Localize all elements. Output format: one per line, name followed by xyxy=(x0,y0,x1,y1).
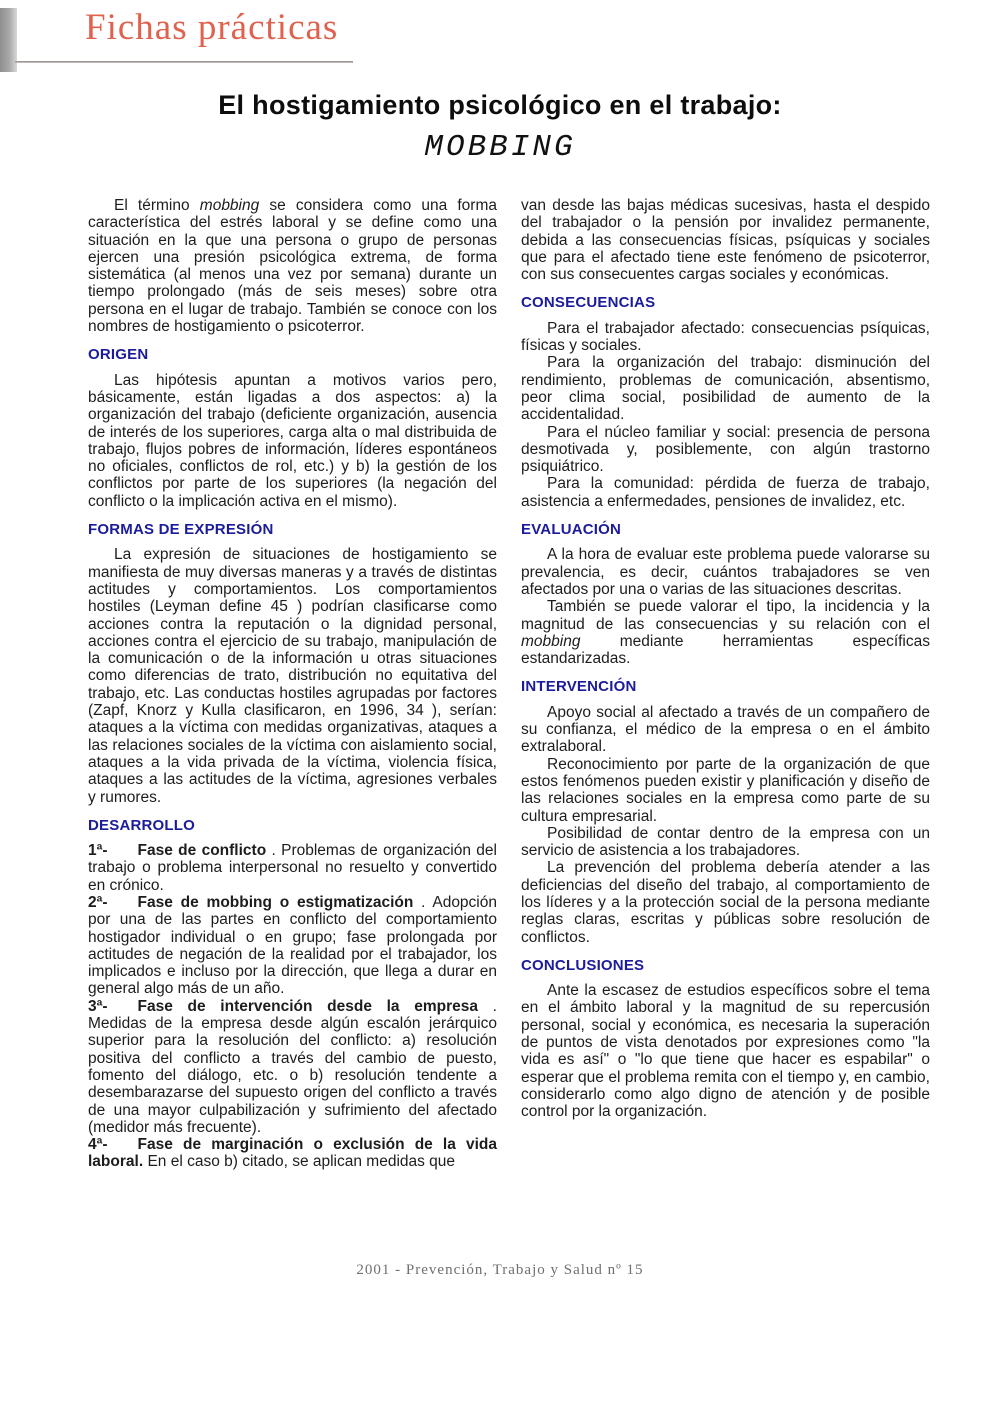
paragraph xyxy=(88,546,497,805)
bold-run: Fase de mobbing o estigmatización xyxy=(137,893,414,911)
text-run: El término xyxy=(114,197,200,214)
text-run: van desde las bajas médicas sucesivas, hasta el despido del trabajador o la pensión por invalidez permanente, debida a las consecuencias físicas, psíquicas y sociales que para el afectado tiene este fenómeno de psicoterror, con sus consecuentes cargas sociales y económicas. xyxy=(521,197,930,284)
paragraph xyxy=(88,842,497,894)
section-heading: ORIGEN xyxy=(88,346,149,364)
masthead-underline xyxy=(15,61,353,63)
section-heading: CONCLUSIONES xyxy=(521,956,645,974)
paragraph xyxy=(521,598,930,667)
paragraph xyxy=(521,197,930,283)
section-heading: FORMAS DE EXPRESIÓN xyxy=(88,521,274,539)
left-column xyxy=(88,197,497,1171)
text-run: Para la organización del trabajo: disminución del rendimiento, problemas de comunicación, absentismo, peor clima social, posibilidad de aumento de la accidentalidad. xyxy=(521,354,930,424)
paragraph xyxy=(521,546,930,598)
paragraph xyxy=(521,320,930,355)
paragraph xyxy=(521,424,930,476)
section-heading: EVALUACIÓN xyxy=(521,521,622,539)
bold-run: 2ª- xyxy=(88,893,108,911)
bold-run: Fase de intervención desde la empresa xyxy=(137,997,478,1015)
masthead-brand: Fichas prácticas xyxy=(85,7,339,48)
right-column xyxy=(521,197,930,1171)
text-run: Reconocimiento por parte de la organización de que estos fenómenos pueden existir y planificación y diseño de las relaciones sociales en la empresa como parte de su cultura empresarial. xyxy=(521,755,930,825)
text-run: . Problemas de organización del trabajo o problema interpersonal no resuelto y convertido en crónico. xyxy=(88,842,497,894)
two-column-body xyxy=(0,197,1000,1171)
bold-run: 4ª- xyxy=(88,1136,108,1154)
paragraph xyxy=(88,1136,497,1171)
bold-run: 3ª- xyxy=(88,997,108,1015)
text-run: Ante la escasez de estudios específicos sobre el tema en el ámbito laboral y la magnitud de su repercusión personal, social y económica, es necesaria la superación de puntos de vista denotados por expresiones como "la vida es así" o "lo que tiene que hacer es espabilar" o esperar que el problema remita con el tiempo y, en cambio, considerarlo como algo digno de atención y de posible control por la organización. xyxy=(521,982,930,1121)
text-run: Posibilidad de contar dentro de la empresa con un servicio de asistencia a los trabajadores. xyxy=(521,824,930,860)
text-run: se considera como una forma característica del estrés laboral y se define como una situación en la que una persona o grupo de personas ejercen una presión psicológica extrema, de forma sistemática (al menos una vez por semana) durante un tiempo prolongado (más de seis meses) sobre otra persona en el lugar de trabajo. También se conoce con los nombres de hostigamiento o psicoterror. xyxy=(88,197,497,336)
paragraph xyxy=(521,859,930,945)
text-run: En el caso b) citado, se aplican medidas que xyxy=(143,1153,456,1171)
paragraph xyxy=(521,475,930,510)
text-run: . Adopción por una de las partes en conflicto del comportamiento hostigador individual o en grupo; fase prolongada por actitudes de negación de la realidad por el trabajador, los implicados e incluso por la dirección, que llega a durar en general algo más de un año. xyxy=(88,893,497,998)
text-run: Las hipótesis apuntan a motivos varios pero, básicamente, están ligadas a dos aspectos: a) la organización del trabajo (deficiente organización, ausencia de interés de los superiores, carga alta o mal distribuida de trabajo, flujos pobres de información, líderes espontáneos no oficiales, conflictos de rol, etc.) y b) la gestión de los conflictos por parte de los superiores (la negación del conflicto o la implicación activa en el mismo). xyxy=(88,371,497,510)
paragraph xyxy=(521,704,930,756)
text-run: Apoyo social al afectado a través de un compañero de su confianza, el médico de la empresa o en el ámbito extralaboral. xyxy=(521,703,930,756)
text-run: Para la comunidad: pérdida de fuerza de trabajo, asistencia a enfermedades, pensiones de invalidez, etc. xyxy=(521,475,930,510)
text-run: También se puede valorar el tipo, la incidencia y la magnitud de las consecuencias y su relación con el xyxy=(521,598,930,633)
paragraph xyxy=(88,372,497,510)
text-run: La expresión de situaciones de hostigamiento se manifiesta de muy diversas maneras y a través de distintas actitudes y comportamientos. Los comportamientos hostiles (Leyman define 45 ) podrían clasificarse como acciones contra la reputación o la dignidad personal, acciones contra el ejercicio de su trabajo, manipulación de la comunicación o de la información u otras situaciones como diferencias de trato, distribución no equitativa del trabajo, etc. Las conductas hostiles agrupadas por factores (Zapf, Knorz y Kulla clasificaron, en 1996, 34 ), serían: ataques a la víctima con medidas organizativas, ataques a las relaciones sociales de la víctima con aislamiento social, ataques a la vida privada de la víctima, violencia física, ataques a las actitudes de la víctima, agresiones verbales y rumores. xyxy=(88,546,497,806)
section-heading: INTERVENCIÓN xyxy=(521,678,637,696)
text-run: A la hora de evaluar este problema puede valorarse su prevalencia, es decir, cuántos trabajadores se ven afectados por una o varias de las situaciones descritas. xyxy=(521,546,930,598)
text-run: mediante herramientas específicas estandarizadas. xyxy=(521,632,930,668)
italic-run: mobbing xyxy=(521,632,581,650)
page-title: El hostigamiento psicológico en el trabajo: xyxy=(218,90,782,120)
footer-text: 2001 - Prevención, Trabajo y Salud nº 15 xyxy=(356,1262,644,1278)
paragraph xyxy=(521,354,930,423)
page-subtitle: MOBBING xyxy=(424,130,576,165)
paragraph xyxy=(521,825,930,860)
text-run: Para el trabajador afectado: consecuencias psíquicas, físicas y sociales. xyxy=(521,319,930,355)
paragraph xyxy=(88,197,497,335)
paragraph xyxy=(521,756,930,825)
paragraph xyxy=(88,894,497,998)
section-heading: CONSECUENCIAS xyxy=(521,294,656,312)
paragraph xyxy=(521,982,930,1120)
section-heading: DESARROLLO xyxy=(88,816,195,834)
italic-run: mobbing xyxy=(199,197,260,214)
bold-run: 1ª- xyxy=(88,842,108,860)
bold-run: Fase de marginación o exclusión de la vida laboral. xyxy=(88,1136,497,1171)
bold-run: Fase de conflicto xyxy=(137,842,267,860)
text-run: La prevención del problema debería atender a las deficiencias del diseño del trabajo, al comportamiento de los líderes y a la protección social de la persona mediante reglas claras, escritas y públicas sobre resolución de conflictos. xyxy=(521,859,930,946)
paragraph xyxy=(88,998,497,1136)
text-run: Para el núcleo familiar y social: presencia de persona desmotivada y, posiblemente, con algún trastorno psiquiátrico. xyxy=(521,423,930,476)
text-run: . Medidas de la empresa desde algún escalón jerárquico superior para la resolución del conflicto: a) resolución positiva del conflicto a través del cambio de puesto, fomento del diálogo, etc. o b) resolución tendente a desembarazarse del supuesto origen del conflicto a través de una mayor culpabilización y sufrimiento del afectado (medidor más frecuente). xyxy=(88,997,497,1136)
